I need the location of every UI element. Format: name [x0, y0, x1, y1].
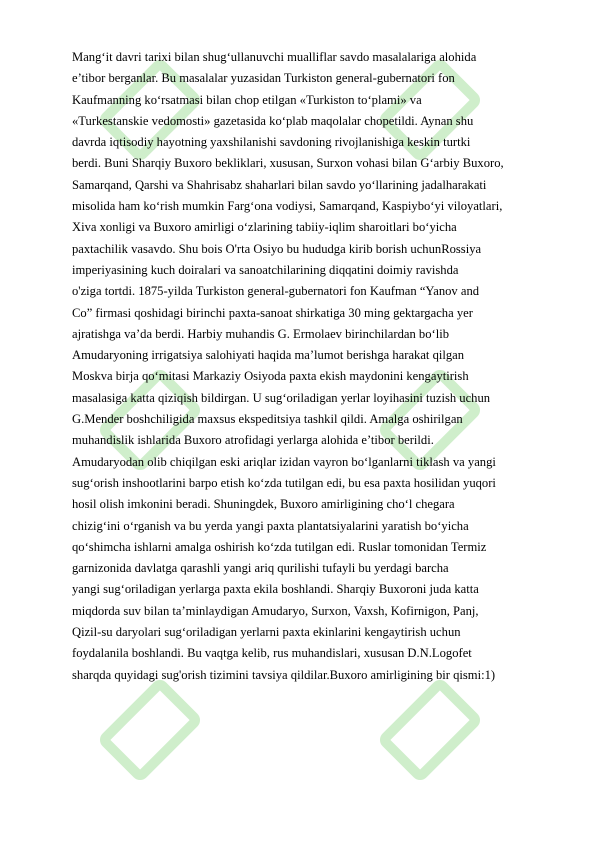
text-line: Qizil-su daryolari sug‘oriladigan yerlarni paxta ekinlarini kengaytirish uchun — [72, 625, 461, 640]
text-line: e’tibor berganlar. Bu masalalar yuzasidan Turkiston general-gubernatori fon — [72, 71, 455, 86]
text-line: imperiyasining kuch doiralari va sanoatchilarining diqqatini doimiy ravishda — [72, 262, 459, 277]
text-line: miqdorda suv bilan ta’minlaydigan Amudaryo, Surxon, Vaxsh, Kofirnigon, Panj, — [72, 603, 479, 618]
text-line: «Turkestanskie vedomosti» gazetasida ko‘plab maqolalar chopetildi. Aynan shu — [72, 113, 474, 128]
text-line: Amudaryodan olib chiqilgan eski ariqlar izidan vayron bo‘lganlarni tiklash va yangi — [72, 454, 496, 469]
text-line: davrda iqtisodiy hayotning yaxshilanishi savdoning rivojlanishiga keskin turtki — [72, 135, 471, 150]
text-line: Mang‘it davri tarixi bilan shug‘ullanuvchi mualliflar savdo masalalariga alohida — [72, 50, 477, 64]
text-line: o'ziga tortdi. 1875-yilda Turkiston general-gubernatori fon Kaufman “Yanov and — [72, 284, 480, 299]
text-line: hosil olish imkonini beradi. Shuningdek, Buxoro amirligining cho‘l chegara — [72, 497, 455, 512]
text-line: sug‘orish inshootlarini barpo etish ko‘zda tutilgan edi, bu esa paxta hosilidan yuqori — [72, 475, 496, 490]
text-line: qo‘shimcha ishlarni amalga oshirish ko‘zda tutilgan edi. Ruslar tomonidan Termiz — [72, 539, 487, 554]
text-line: Moskva birja qo‘mitasi Markaziy Osiyoda paxta ekish maydonini kengaytirish — [72, 369, 469, 384]
text-line: masalasiga katta qiziqish bildirgan. U sug‘oriladigan yerlar loyihasini tuzish uchun — [72, 390, 491, 405]
text-line: berdi. Buni Sharqiy Buxoro bekliklari, xususan, Surxon vohasi bilan G‘arbiy Buxoro, — [72, 156, 504, 171]
text-line: garnizonida davlatga qarashli yangi ariq qurilishi tufayli bu yerdagi barcha — [72, 561, 449, 576]
text-line: Xiva xonligi va Buxoro amirligi o‘zlarining tabiiy-iqlim sharoitlari bo‘yicha — [72, 220, 457, 235]
text-line: G.Mender boshchiligida maxsus ekspeditsiya tashkil qildi. Amalga oshirilgan — [72, 412, 463, 427]
text-line: sharqda quyidagi sug'orish tizimini tavsiya qildilar.Buxoro amirligining bir qismi:1) — [72, 667, 496, 682]
text-line: chizig‘ini o‘rganish va bu yerda yangi paxta plantatsiyalarini yaratish bo‘yicha — [72, 518, 469, 533]
body-text — [72, 47, 532, 686]
text-line: Kaufmanning ko‘rsatmasi bilan chop etilgan «Turkiston to‘plami» va — [72, 92, 422, 107]
text-line: Samarqand, Qarshi va Shahrisabz shaharlari bilan savdo yo‘llarining jadalharakati — [72, 177, 487, 192]
text-line: foydalanila boshlandi. Bu vaqtga kelib, rus muhandislari, xususan D.N.Logofet — [72, 646, 472, 661]
text-line: muhandislik ishlarida Buxoro atrofidagi yerlarga alohida e’tibor berildi. — [72, 433, 434, 448]
text-line: misolida ham ko‘rish mumkin Farg‘ona vodiysi, Samarqand, Kaspiybo‘yi viloyatlari, — [72, 199, 503, 214]
text-line: paxtachilik vasavdo. Shu bois O'rta Osiyo bu hududga kirib borish uchunRossiya — [72, 241, 482, 256]
text-line: Co” firmasi qoshidagi birinchi paxta-sanoat shirkatiga 30 ming gektargacha yer — [72, 305, 473, 320]
text-line: ajratishga va’da berdi. Harbiy muhandis G. Ermolaev birinchilardan bo‘lib — [72, 326, 449, 341]
watermark-mark — [383, 683, 476, 776]
watermark-mark — [103, 683, 196, 776]
text-line: Amudaryoning irrigatsiya salohiyati haqida ma’lumot berishga harakat qilgan — [72, 348, 465, 363]
text-line: yangi sug‘oriladigan yerlarga paxta ekila boshlandi. Sharqiy Buxoroni juda katta — [72, 582, 479, 597]
